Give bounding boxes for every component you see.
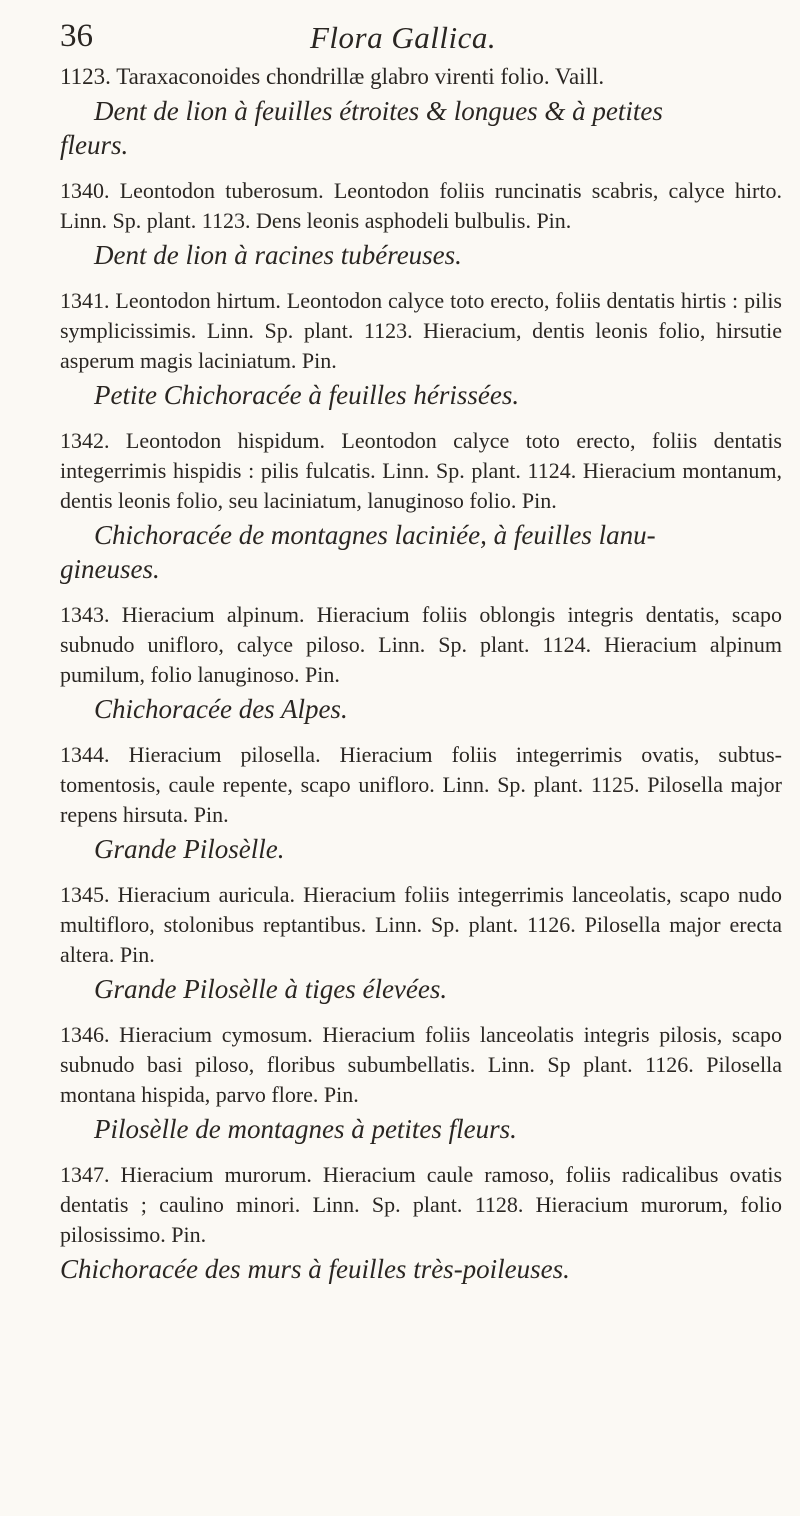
running-title: Flora Gallica.	[310, 20, 497, 55]
entry-latin-text: 1347. Hieracium murorum. Hieracium caule ramoso, foliis radicalibus ovatis dentatis ; caulino minori. Linn. Sp. plant. 1128. Hieracium murorum, folio pilosissimo. Pin.	[60, 1162, 782, 1247]
book-page	[60, 18, 782, 1286]
lead-french-name-continued: fleurs.	[60, 130, 129, 160]
lead-entry	[60, 62, 782, 162]
entry-latin-text: 1343. Hieracium alpinum. Hieracium foliis oblongis integris dentatis, scapo subnudo unifloro, calyce piloso. Linn. Sp. plant. 1124. Hieracium alpinum pumilum, folio lanuginoso. Pin.	[60, 602, 782, 687]
entry-french-name-continued: gineuses.	[60, 554, 160, 584]
entry-1340	[60, 176, 782, 272]
entry-french-name: Dent de lion à racines tubéreuses.	[94, 240, 462, 270]
entry-french-name: Grande Pilosèlle à tiges élevées.	[94, 974, 448, 1004]
entry-1341	[60, 286, 782, 412]
entry-1345	[60, 880, 782, 1006]
entry-latin-text: 1340. Leontodon tuberosum. Leontodon foliis runcinatis scabris, calyce hirto. Linn. Sp. plant. 1123. Dens leonis asphodeli bulbulis. Pin.	[60, 178, 782, 233]
entry-1342	[60, 426, 782, 586]
entry-french-name: Grande Pilosèlle.	[94, 834, 285, 864]
entry-1346	[60, 1020, 782, 1146]
entry-french-name: Chichoracée des murs à feuilles très-poileuses.	[60, 1254, 570, 1284]
lead-french-name: Dent de lion à feuilles étroites & longues & à petites	[94, 96, 663, 126]
lead-latin-text: 1123. Taraxaconoides chondrillæ glabro virenti folio. Vaill.	[60, 64, 605, 89]
entry-french-name: Chichoracée des Alpes.	[94, 694, 348, 724]
entry-1343	[60, 600, 782, 726]
entry-1347	[60, 1160, 782, 1286]
entry-latin-text: 1345. Hieracium auricula. Hieracium foliis integerrimis lanceolatis, scapo nudo multifloro, stolonibus reptantibus. Linn. Sp. plant. 1126. Pilosella major erecta altera. Pin.	[60, 882, 782, 967]
entry-french-name: Pilosèlle de montagnes à petites fleurs.	[94, 1114, 517, 1144]
page-header	[60, 18, 782, 64]
entry-1344	[60, 740, 782, 866]
entry-latin-text: 1344. Hieracium pilosella. Hieracium foliis integerrimis ovatis, subtus-tomentosis, caule repente, scapo unifloro. Linn. Sp. plant. 1125. Pilosella major repens hirsuta. Pin.	[60, 742, 782, 827]
entry-french-name: Chichoracée de montagnes laciniée, à feuilles lanu-	[94, 520, 656, 550]
entry-latin-text: 1342. Leontodon hispidum. Leontodon calyce toto erecto, foliis dentatis integerrimis hispidis : pilis fulcatis. Linn. Sp. plant. 1124. Hieracium montanum, dentis leonis folio, seu laciniatum, lanuginoso folio. Pin.	[60, 428, 782, 513]
entry-french-name: Petite Chichoracée à feuilles hérissées.	[94, 380, 520, 410]
page-number: 36	[60, 18, 93, 54]
entry-latin-text: 1341. Leontodon hirtum. Leontodon calyce toto erecto, foliis dentatis hirtis : pilis symplicissimis. Linn. Sp. plant. 1123. Hieracium, dentis leonis folio, hirsutie asperum magis laciniatum. Pin.	[60, 288, 782, 373]
entry-latin-text: 1346. Hieracium cymosum. Hieracium foliis lanceolatis integris pilosis, scapo subnudo basi piloso, floribus subumbellatis. Linn. Sp plant. 1126. Pilosella montana hispida, parvo flore. Pin.	[60, 1022, 782, 1107]
